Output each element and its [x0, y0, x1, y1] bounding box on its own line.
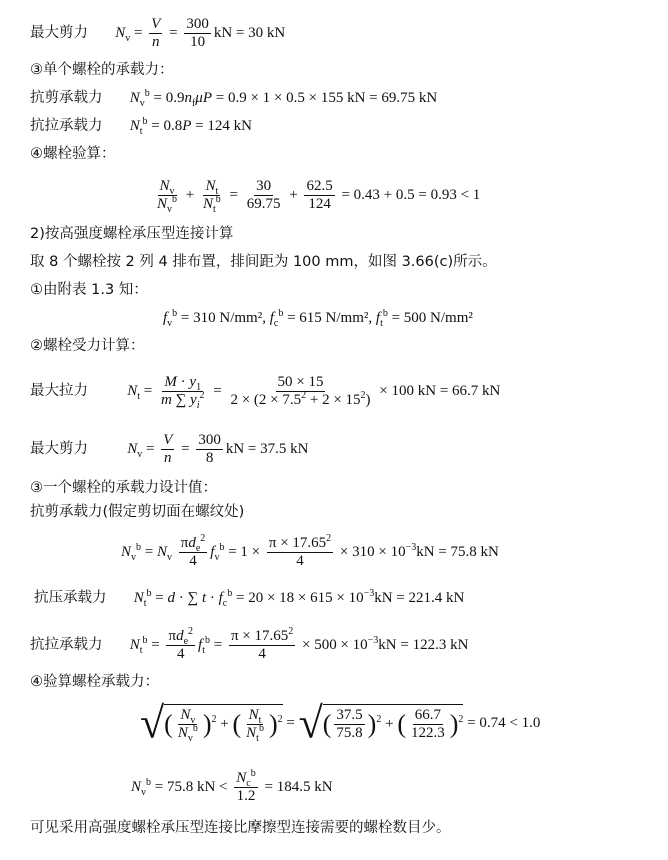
label-compression-capacity: 抗压承载力 — [34, 590, 107, 606]
label-tension-capacity: 抗拉承载力 — [30, 118, 103, 134]
tension-capacity-line-1 — [30, 116, 252, 136]
eq-shear-capacity-1: $N_v^b = 0.9n_f\mu P = 0.9 \times 1 \times 0.5 \times 155$ kN = 69.75 kN — [129, 88, 438, 109]
eq-compression-capacity: $N_t^b = d$ · ∑ $t \cdot f_c^b = 20 \times 18 \times 615 \times 10^{-3}kN = 221.4$ kN — [133, 588, 465, 609]
max-tension-line — [30, 374, 500, 409]
section-design-capacity: ③一个螺栓的承载力设计值： — [30, 480, 217, 496]
compression-capacity-line — [34, 588, 464, 608]
section-bolt-forces: ②螺栓受力计算： — [30, 338, 145, 354]
eq-max-tension: $N_t$ = $\frac{M \cdot y_1}{m \sum y_i^2}$ = $\frac{50 \times 15}{2 \times (2 \times 7.5^2 + 2 \times 15^2)}$ × 100 kN = 66.7 kN — [127, 374, 501, 411]
section-single-bolt-capacity: ③单个螺栓的承载力： — [30, 62, 174, 78]
max-shear-line-2 — [30, 432, 308, 467]
eq-combined-check: √( $\frac{N_v}{N_v^b}$ )$^2$ + ( $\frac{N_t}{N_t^b}$ )$^2$ = √( $\frac{37.5}{75.8}$ )$^2$ + ( $\frac{66.7}{122.3}$ )$^2$ = 0.74 < 1.0 — [140, 699, 541, 748]
tension-capacity-line-2 — [30, 628, 468, 663]
conclusion-text: 可见采用高强度螺栓承压型连接比摩擦型连接需要的螺栓数目少。 — [30, 820, 451, 836]
shear-capacity-line-1 — [30, 88, 437, 108]
label-max-shear-2: 最大剪力 — [30, 440, 88, 457]
shear-capacity-note: 抗剪承载力(假定剪切面在螺纹处) — [30, 504, 245, 520]
label-tension-capacity-2: 抗拉承载力 — [30, 636, 103, 653]
label-shear-capacity: 抗剪承载力 — [30, 90, 103, 106]
bolt-layout-text: 取 8 个螺栓按 2 列 4 排布置，排间距为 100 mm，如图 3.66(c)所示。 — [30, 254, 497, 270]
eq-bearing-check: $N_v^b = 75.8$ kN < $\frac{N_c^b}{1.2}$ = 184.5 kN — [131, 768, 333, 804]
eq-tension-capacity-2: $N_t^b$ = $\frac{\pi d_e^2}{4}$ $f_t^b$ = $\frac{\pi \times 17.65^2}{4}$ × $500 \times 10^{-3}kN = 122.3$ kN — [129, 626, 469, 662]
section-appendix: ①由附表 1.3 知： — [30, 282, 148, 298]
max-shear-line-1 — [30, 16, 285, 51]
eq-max-shear-2: $N_v$ = $\frac{V}{n}$ = $\frac{300}{8}$ kN = 37.5 kN — [127, 432, 309, 466]
label-max-tension: 最大拉力 — [30, 382, 88, 399]
section-verify-capacity: ④验算螺栓承载力： — [30, 674, 159, 690]
eq-shear-capacity-2: $N_v^b = N_v$ $\frac{\pi d_e^2}{4}$ $f_v^b = 1$ × $\frac{\pi \times 17.65^2}{4}$ × $310 \times 10^{-3}kN = 75.8$ kN — [121, 533, 499, 569]
eq-bolt-check: $\frac{N_v}{N_v^b}$ + $\frac{N_t}{N_t^b}$ = $\frac{30}{69.75}$ + $\frac{62.5}{124}$ = 0.43 + 0.5 = 0.93 < 1 — [157, 178, 481, 215]
label-max-shear: 最大剪力 — [30, 24, 88, 41]
section-bolt-check: ④螺栓验算： — [30, 146, 116, 162]
eq-tension-capacity-1: $N_t^b = 0.8P = 124$ kN — [129, 116, 252, 137]
eq-design-strengths: $f_v^b = 310$ N/mm², $f_c^b = 615$ N/mm², $f_t^b = 500$ N/mm² — [163, 308, 473, 329]
eq-max-shear-1: $N_v$ = $\frac{V}{n}$ = $\frac{300}{10}$ kN = 30 kN — [115, 16, 286, 50]
heading-bearing-type: 2)按高强度螺栓承压型连接计算 — [30, 226, 234, 242]
